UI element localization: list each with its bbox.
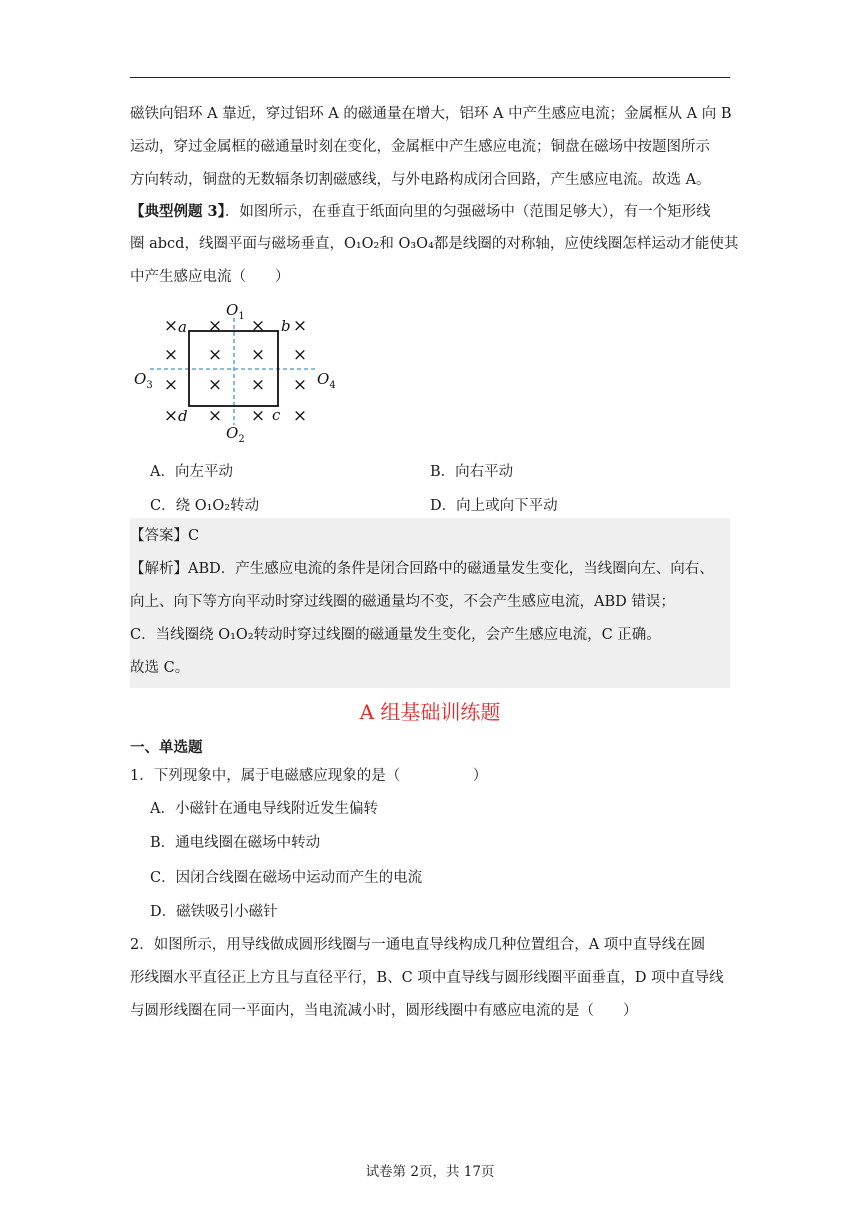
axis-label-o1: $O_1$ <box>226 301 245 322</box>
q1-option-a: A．小磁针在通电导线附近发生偏转 <box>150 801 378 817</box>
example3-line: 圈 abcd，线圈平面与磁场垂直，O₁O₂和 O₃O₄都是线圈的对称轴，应使线圈怎样运动才能使其 <box>130 236 739 252</box>
q1-option-d: D．磁铁吸引小磁针 <box>150 904 278 920</box>
cross-mark: × <box>292 406 308 426</box>
cross-mark: × <box>207 406 223 426</box>
cross-mark: × <box>207 316 223 336</box>
intro-line: 运动，穿过金属框的磁通量时刻在变化，金属框中产生感应电流；铜盘在磁场中按题图所示 <box>130 139 710 155</box>
page-footer: 试卷第 2页，共 17页 <box>365 1164 495 1180</box>
cross-mark: × <box>250 375 266 395</box>
cross-mark: × <box>292 345 308 365</box>
analysis-line: 向上、向下等方向平动时穿过线圈的磁通量均不变，不会产生感应电流，ABD 错误； <box>130 594 675 610</box>
q1-option-b: B．通电线圈在磁场中转动 <box>150 835 321 851</box>
answer-line: 【答案】C <box>130 528 200 544</box>
intro-line: 方向转动，铜盘的无数辐条切割磁感线，与外电路构成闭合回路，产生感应电流。故选 A。 <box>130 172 711 188</box>
axis-label-o2: $O_2$ <box>226 424 245 445</box>
example3-paragraph <box>130 195 739 294</box>
answer-paragraph <box>130 520 730 685</box>
intro-line: 磁铁向铝环 A 靠近，穿过铝环 A 的磁通量在增大，铝环 A 中产生感应电流；金属框从 A 向 B <box>130 106 732 122</box>
analysis-line: 【解析】ABD．产生感应电流的条件是闭合回路中的磁通量发生变化，当线圈向左、向右、 <box>130 561 714 577</box>
example3-option-b: B．向右平动 <box>430 464 514 480</box>
analysis-line: 故选 C。 <box>130 660 190 676</box>
cross-mark: × <box>207 345 223 365</box>
example3-option-d: D．向上或向下平动 <box>430 498 558 514</box>
section-heading: 一、单选题 <box>130 739 203 756</box>
cross-mark: × <box>163 345 179 365</box>
intro-paragraph <box>130 98 730 197</box>
q2-paragraph <box>130 929 730 1028</box>
axis-label-o4: $O_4$ <box>317 370 336 391</box>
example3-line: 中产生感应电流（ ） <box>130 269 290 285</box>
corner-label-d: d <box>178 407 188 425</box>
corner-label-a: a <box>178 318 187 336</box>
cross-mark: × <box>207 375 223 395</box>
coil-figure <box>130 300 350 446</box>
cross-mark: × <box>292 316 308 336</box>
axis-label-o3: $O_3$ <box>134 370 153 391</box>
q2-line: 2．如图所示，用导线做成圆形线圈与一通电直导线构成几种位置组合，A 项中直导线在圆 <box>130 937 706 953</box>
cross-mark: × <box>163 316 179 336</box>
example3-text: ．如图所示，在垂直于纸面向里的匀强磁场中（范围足够大），有一个矩形线 <box>224 204 711 220</box>
cross-mark: × <box>250 316 266 336</box>
section-title: A 组基础训练题 <box>359 700 501 724</box>
analysis-line: C．当线圈绕 O₁O₂转动时穿过线圈的磁通量发生变化，会产生感应电流，C 正确。 <box>130 627 661 643</box>
cross-mark: × <box>163 406 179 426</box>
q1-stem: 1．下列现象中，属于电磁感应现象的是（ ） <box>130 768 488 784</box>
q1-option-c: C．因闭合线圈在磁场中运动而产生的电流 <box>150 870 423 886</box>
corner-label-b: b <box>281 317 291 335</box>
q2-line: 形线圈水平直径正上方且与直径平行，B、C 项中直导线与圆形线圈平面垂直，D 项中直导线 <box>130 970 724 986</box>
example3-title: 【典型例题 3】 <box>130 203 225 220</box>
q2-line: 与圆形线圈在同一平面内，当电流减小时，圆形线圈中有感应电流的是（ ） <box>130 1003 638 1019</box>
cross-mark: × <box>250 406 266 426</box>
cross-mark: × <box>250 345 266 365</box>
cross-mark: × <box>163 375 179 395</box>
corner-label-c: c <box>272 406 281 424</box>
header-rule <box>130 77 730 78</box>
example3-option-a: A．向左平动 <box>150 464 233 480</box>
cross-mark: × <box>292 375 308 395</box>
example3-option-c: C．绕 O₁O₂转动 <box>150 498 260 514</box>
example3-line <box>130 195 730 228</box>
